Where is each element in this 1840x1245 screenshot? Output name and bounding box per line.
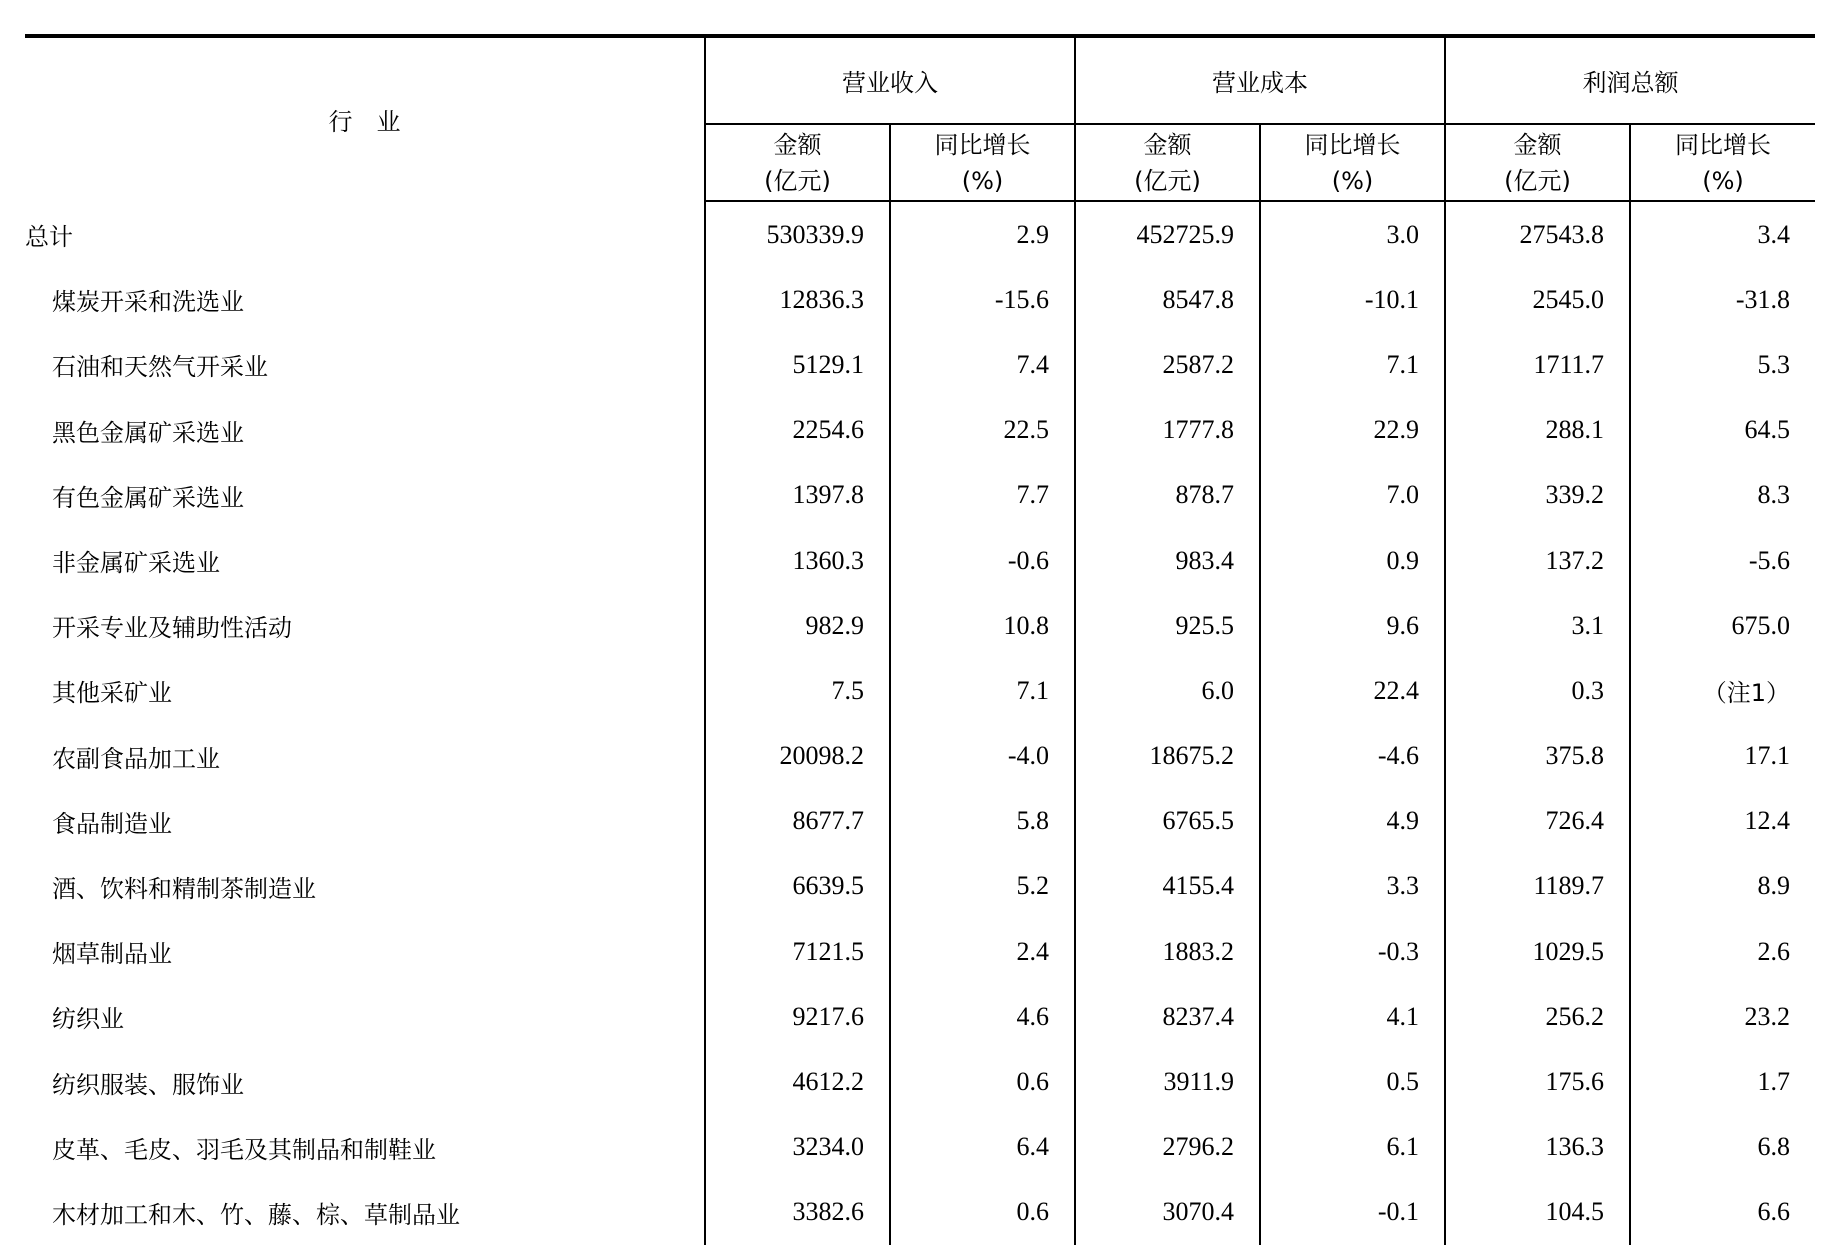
- cost-growth-cell: 22.9: [1260, 398, 1445, 463]
- profit-amount-cell: 2545.0: [1445, 267, 1630, 332]
- revenue-amount-cell: 1397.8: [705, 463, 890, 528]
- profit-amount-cell: 175.6: [1445, 1049, 1630, 1114]
- profit-amount-cell: 0.3: [1445, 658, 1630, 723]
- industry-finance-table: [25, 34, 1815, 1245]
- revenue-growth-cell: 6.4: [890, 1115, 1075, 1180]
- profit-amount-cell: 726.4: [1445, 789, 1630, 854]
- industry-name: 皮革、毛皮、羽毛及其制品和制鞋业: [52, 1135, 436, 1164]
- revenue-amount-cell: 3382.6: [705, 1180, 890, 1245]
- industry-name: 总计: [25, 222, 73, 251]
- table-row: [25, 854, 1815, 919]
- table-body: [25, 201, 1815, 1245]
- revenue-amount-cell: 4612.2: [705, 1049, 890, 1114]
- cost-amount-cell: 4155.4: [1075, 854, 1260, 919]
- profit-growth-cell: （注1）: [1630, 658, 1815, 723]
- revenue-growth-cell: 7.4: [890, 332, 1075, 397]
- cost-amount-cell: 1777.8: [1075, 398, 1260, 463]
- industry-name: 其他采矿业: [52, 679, 172, 708]
- table-row: [25, 528, 1815, 593]
- industry-name: 酒、饮料和精制茶制造业: [52, 874, 316, 903]
- profit-growth-cell: 1.7: [1630, 1049, 1815, 1114]
- table-row: [25, 593, 1815, 658]
- revenue-amount-cell: 1360.3: [705, 528, 890, 593]
- cost-growth-cell: 4.9: [1260, 789, 1445, 854]
- revenue-amount-cell: 5129.1: [705, 332, 890, 397]
- cost-growth-header: 同比增长 (%): [1260, 124, 1445, 201]
- industry-name: 食品制造业: [52, 809, 172, 838]
- profit-growth-header: 同比增长 (%): [1630, 124, 1815, 201]
- revenue-growth-cell: 0.6: [890, 1180, 1075, 1245]
- cost-amount-cell: 1883.2: [1075, 919, 1260, 984]
- revenue-amount-cell: 8677.7: [705, 789, 890, 854]
- cost-growth-cell: 7.1: [1260, 332, 1445, 397]
- table-row: [25, 724, 1815, 789]
- industry-name: 煤炭开采和洗选业: [52, 288, 244, 317]
- cost-amount-cell: 925.5: [1075, 593, 1260, 658]
- profit-growth-cell: 675.0: [1630, 593, 1815, 658]
- table-row: [25, 1115, 1815, 1180]
- profit-growth-cell: 12.4: [1630, 789, 1815, 854]
- revenue-amount-cell: 9217.6: [705, 984, 890, 1049]
- profit-growth-cell: 2.6: [1630, 919, 1815, 984]
- revenue-growth-header: 同比增长 (%): [890, 124, 1075, 201]
- profit-growth-cell: 8.9: [1630, 854, 1815, 919]
- industry-name: 农副食品加工业: [52, 744, 220, 773]
- cost-amount-cell: 983.4: [1075, 528, 1260, 593]
- revenue-amount-cell: 530339.9: [705, 201, 890, 267]
- cost-amount-cell: 878.7: [1075, 463, 1260, 528]
- cost-amount-cell: 6765.5: [1075, 789, 1260, 854]
- industry-header: 行 业: [25, 36, 705, 201]
- revenue-amount-cell: 3234.0: [705, 1115, 890, 1180]
- cost-amount-cell: 3070.4: [1075, 1180, 1260, 1245]
- total-row: [25, 201, 1815, 267]
- table-row: [25, 919, 1815, 984]
- revenue-growth-cell: 22.5: [890, 398, 1075, 463]
- cost-growth-cell: 3.3: [1260, 854, 1445, 919]
- cost-growth-cell: -0.3: [1260, 919, 1445, 984]
- profit-amount-cell: 1189.7: [1445, 854, 1630, 919]
- revenue-growth-cell: 7.7: [890, 463, 1075, 528]
- industry-name: 木材加工和木、竹、藤、棕、草制品业: [52, 1200, 460, 1229]
- revenue-growth-cell: -4.0: [890, 724, 1075, 789]
- revenue-amount-cell: 20098.2: [705, 724, 890, 789]
- table-row: [25, 332, 1815, 397]
- industry-name: 纺织服装、服饰业: [52, 1070, 244, 1099]
- cost-amount-cell: 18675.2: [1075, 724, 1260, 789]
- cost-amount-cell: 8237.4: [1075, 984, 1260, 1049]
- revenue-growth-cell: -15.6: [890, 267, 1075, 332]
- cost-growth-cell: -4.6: [1260, 724, 1445, 789]
- profit-growth-cell: -5.6: [1630, 528, 1815, 593]
- cost-growth-cell: 6.1: [1260, 1115, 1445, 1180]
- cost-amount-cell: 2587.2: [1075, 332, 1260, 397]
- cost-growth-cell: 0.9: [1260, 528, 1445, 593]
- profit-growth-cell: 17.1: [1630, 724, 1815, 789]
- revenue-amount-header: 金额 (亿元): [705, 124, 890, 201]
- profit-group-header: 利润总额: [1445, 36, 1815, 124]
- industry-name: 纺织业: [52, 1005, 124, 1034]
- profit-amount-cell: 339.2: [1445, 463, 1630, 528]
- profit-amount-cell: 136.3: [1445, 1115, 1630, 1180]
- revenue-growth-cell: 0.6: [890, 1049, 1075, 1114]
- profit-growth-cell: 23.2: [1630, 984, 1815, 1049]
- industry-name: 石油和天然气开采业: [52, 353, 268, 382]
- profit-amount-cell: 375.8: [1445, 724, 1630, 789]
- table-row: [25, 1049, 1815, 1114]
- cost-amount-cell: 452725.9: [1075, 201, 1260, 267]
- table-row: [25, 658, 1815, 723]
- profit-growth-cell: 5.3: [1630, 332, 1815, 397]
- cost-growth-cell: 3.0: [1260, 201, 1445, 267]
- profit-amount-cell: 137.2: [1445, 528, 1630, 593]
- profit-amount-cell: 1029.5: [1445, 919, 1630, 984]
- profit-amount-cell: 1711.7: [1445, 332, 1630, 397]
- profit-growth-cell: 8.3: [1630, 463, 1815, 528]
- revenue-growth-cell: 2.4: [890, 919, 1075, 984]
- revenue-growth-cell: 5.2: [890, 854, 1075, 919]
- table-row: [25, 1180, 1815, 1245]
- cost-amount-header: 金额 (亿元): [1075, 124, 1260, 201]
- revenue-amount-cell: 7.5: [705, 658, 890, 723]
- cost-group-header: 营业成本: [1075, 36, 1445, 124]
- industry-name: 开采专业及辅助性活动: [52, 614, 292, 643]
- industry-name: 非金属矿采选业: [52, 549, 220, 578]
- cost-growth-cell: 7.0: [1260, 463, 1445, 528]
- revenue-growth-cell: 7.1: [890, 658, 1075, 723]
- profit-amount-cell: 104.5: [1445, 1180, 1630, 1245]
- cost-growth-cell: 22.4: [1260, 658, 1445, 723]
- profit-growth-cell: 3.4: [1630, 201, 1815, 267]
- profit-growth-cell: 6.6: [1630, 1180, 1815, 1245]
- profit-growth-cell: 64.5: [1630, 398, 1815, 463]
- revenue-group-header: 营业收入: [705, 36, 1075, 124]
- profit-growth-cell: -31.8: [1630, 267, 1815, 332]
- profit-growth-cell: 6.8: [1630, 1115, 1815, 1180]
- industry-name: 黑色金属矿采选业: [52, 418, 244, 447]
- revenue-amount-cell: 12836.3: [705, 267, 890, 332]
- cost-growth-cell: 4.1: [1260, 984, 1445, 1049]
- table-row: [25, 463, 1815, 528]
- cost-amount-cell: 2796.2: [1075, 1115, 1260, 1180]
- revenue-growth-cell: 10.8: [890, 593, 1075, 658]
- revenue-growth-cell: 4.6: [890, 984, 1075, 1049]
- industry-name: 烟草制品业: [52, 940, 172, 969]
- cost-growth-cell: 9.6: [1260, 593, 1445, 658]
- cost-growth-cell: 0.5: [1260, 1049, 1445, 1114]
- revenue-amount-cell: 2254.6: [705, 398, 890, 463]
- profit-amount-cell: 3.1: [1445, 593, 1630, 658]
- industry-name: 有色金属矿采选业: [52, 483, 244, 512]
- revenue-growth-cell: 2.9: [890, 201, 1075, 267]
- profit-amount-cell: 288.1: [1445, 398, 1630, 463]
- table-row: [25, 267, 1815, 332]
- revenue-amount-cell: 7121.5: [705, 919, 890, 984]
- table-row: [25, 789, 1815, 854]
- cost-amount-cell: 6.0: [1075, 658, 1260, 723]
- revenue-amount-cell: 982.9: [705, 593, 890, 658]
- revenue-growth-cell: -0.6: [890, 528, 1075, 593]
- profit-amount-cell: 256.2: [1445, 984, 1630, 1049]
- revenue-amount-cell: 6639.5: [705, 854, 890, 919]
- cost-growth-cell: -10.1: [1260, 267, 1445, 332]
- table-row: [25, 398, 1815, 463]
- table-row: [25, 984, 1815, 1049]
- cost-amount-cell: 8547.8: [1075, 267, 1260, 332]
- revenue-growth-cell: 5.8: [890, 789, 1075, 854]
- cost-amount-cell: 3911.9: [1075, 1049, 1260, 1114]
- cost-growth-cell: -0.1: [1260, 1180, 1445, 1245]
- profit-amount-header: 金额 (亿元): [1445, 124, 1630, 201]
- profit-amount-cell: 27543.8: [1445, 201, 1630, 267]
